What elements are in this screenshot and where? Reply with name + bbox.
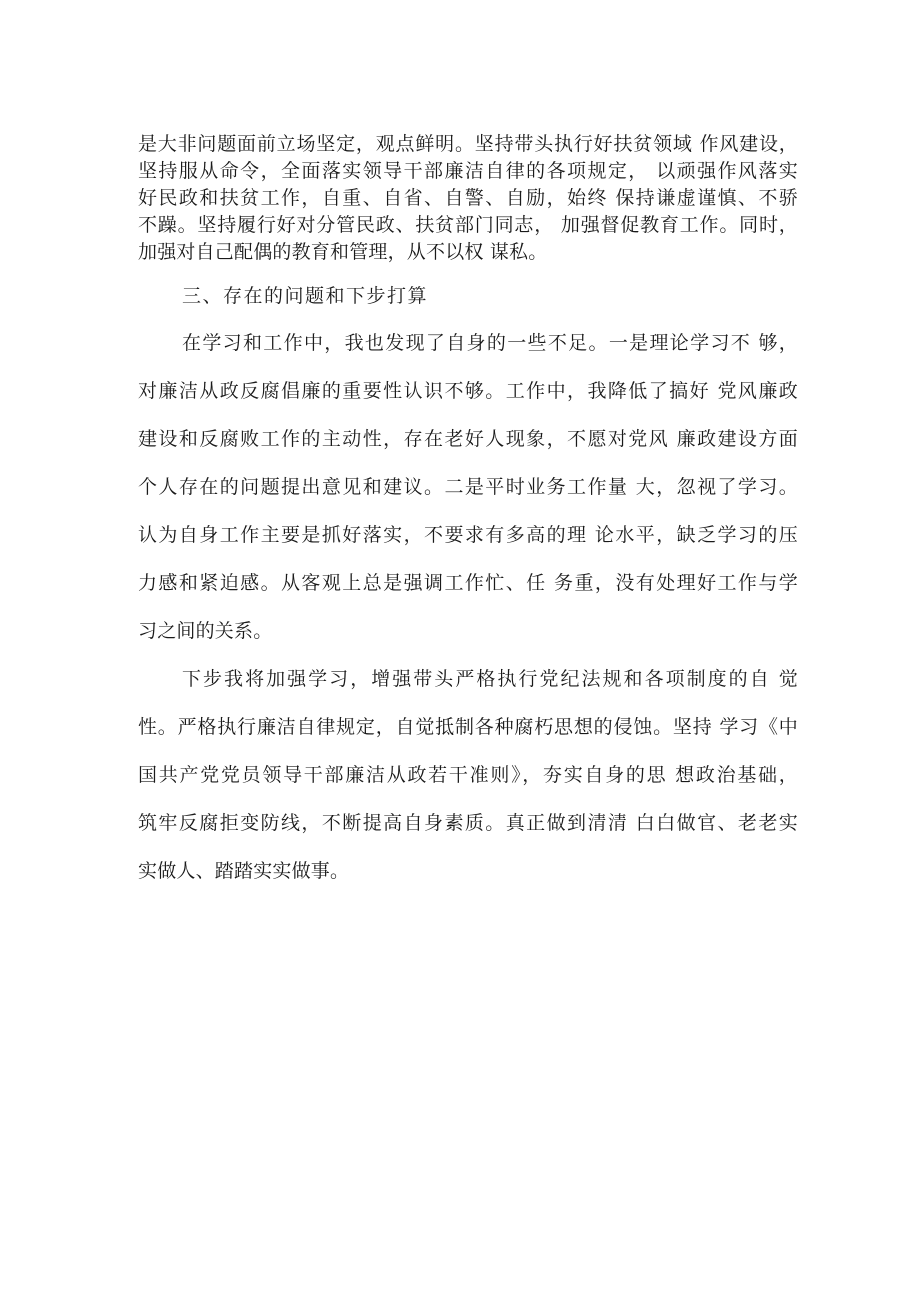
paragraph-2-line-1: 在学习和工作中，我也发现了自身的一些不足。一是理论学习不 够， — [182, 332, 798, 354]
paragraph-3-line-1: 下步我将加强学习，增强带头严格执行党纪法规和各项制度的自 觉 — [182, 668, 798, 690]
paragraph-2-line-7: 习之间的关系。 — [138, 620, 273, 642]
paragraph-1-line-1: 是大非问题面前立场坚定，观点鲜明。坚持带头执行好扶贫领域 作风建设， — [138, 133, 798, 155]
paragraph-2-line-6: 力感和紧迫感。从客观上总是强调工作忙、任 务重，没有处理好工作与学 — [138, 572, 798, 594]
paragraph-3-line-5: 实做人、踏踏实实做事。 — [138, 860, 350, 882]
paragraph-2-line-4: 个人存在的问题提出意见和建议。二是平时业务工作量 大，忽视了学习。 — [138, 476, 798, 498]
paragraph-3-line-2: 性。严格执行廉洁自律规定，自觉抵制各种腐朽思想的侵蚀。坚持 学习《中 — [138, 716, 798, 738]
paragraph-1-line-4: 不躁。坚持履行好对分管民政、扶贫部门同志， 加强督促教育工作。同时， — [138, 214, 798, 236]
paragraph-3-line-4: 筑牢反腐拒变防线，不断提高自身素质。真正做到清清 白白做官、老老实 — [138, 812, 798, 834]
paragraph-1-line-2: 坚持服从命令，全面落实领导干部廉洁自律的各项规定， 以顽强作风落实 — [138, 160, 798, 182]
paragraph-2-line-5: 认为自身工作主要是抓好落实，不要求有多高的理 论水平，缺乏学习的压 — [138, 524, 798, 546]
paragraph-2-line-3: 建设和反腐败工作的主动性，存在老好人现象，不愿对党风 廉政建设方面 — [138, 428, 798, 450]
paragraph-1-line-5: 加强对自己配偶的教育和管理，从不以权 谋私。 — [138, 241, 548, 263]
paragraph-2-line-2: 对廉洁从政反腐倡廉的重要性认识不够。工作中，我降低了搞好 党风廉政 — [138, 380, 798, 402]
paragraph-1-line-3: 好民政和扶贫工作，自重、自省、自警、自励，始终 保持谦虚谨慎、不骄 — [138, 187, 798, 209]
section-heading: 三、存在的问题和下步打算 — [182, 285, 429, 307]
paragraph-3-line-3: 国共产党党员领导干部廉洁从政若干准则》，夯实自身的思 想政治基础， — [138, 764, 798, 786]
